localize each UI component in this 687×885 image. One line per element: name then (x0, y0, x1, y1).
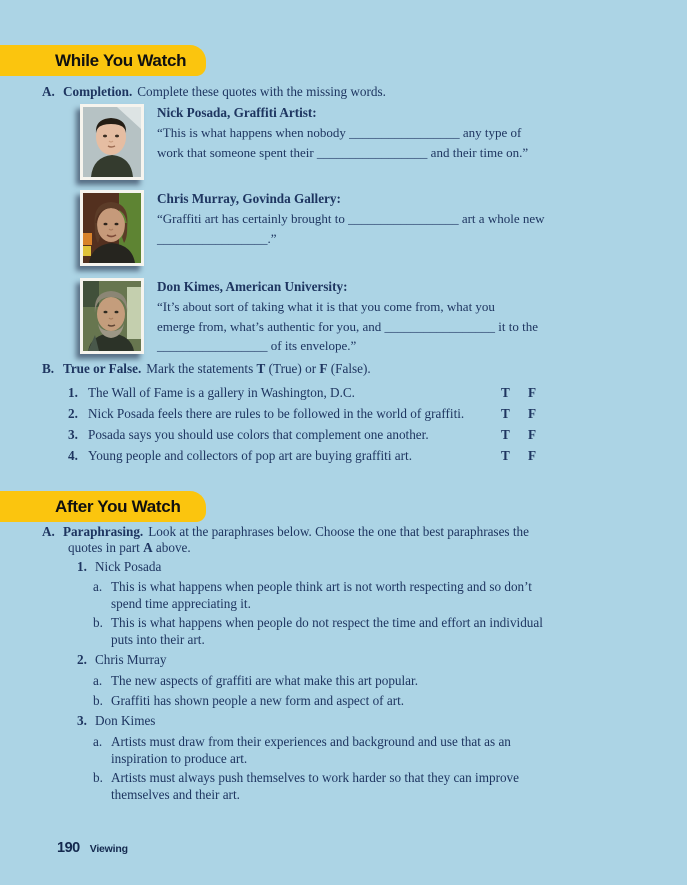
completion-heading (42, 84, 386, 100)
speaker-3-quote-line-3: _________________ of its envelope.” (157, 338, 357, 353)
true-false-instr-part-3: (False). (327, 361, 371, 376)
while-you-watch-banner (0, 45, 206, 76)
paraphrasing-instr-line-2-a-ref: A (143, 540, 153, 555)
paraphrase-item-1 (77, 559, 161, 575)
paraphrasing-heading (42, 524, 529, 556)
paraphrasing-letter: A. (42, 524, 55, 539)
speaker-1-quote-line-1: “This is what happens when nobody _________________ any type of (157, 125, 522, 140)
tf-row-2-statement: Nick Posada feels there are rules to be followed in the world of graffiti. (88, 406, 465, 421)
completion-title: Completion. (63, 84, 133, 99)
paraphrase-item-1-number: 1. (77, 559, 87, 574)
speaker-1-quote (157, 123, 528, 162)
speaker-2-quote-line-2: _________________.” (157, 230, 277, 246)
tf-row-2-number: 2. (68, 406, 78, 421)
page-footer (57, 840, 128, 856)
paraphrase-item-3-number: 3. (77, 713, 87, 728)
completion-letter: A. (42, 84, 55, 99)
tf-row-1-number: 1. (68, 385, 78, 400)
paraphrase-item-3-option-b-letter: b. (93, 770, 103, 785)
unit-label: Viewing (89, 843, 128, 855)
paraphrase-item-1-option-a-line-2: spend time appreciating it. (111, 596, 251, 612)
paraphrase-item-3-option-b[interactable] (93, 769, 633, 804)
speaker-3-quote-line-1: “It’s about sort of taking what it is that you come from, what you (157, 299, 495, 314)
tf-row-3-number: 3. (68, 427, 78, 442)
paraphrasing-title: Paraphrasing. (63, 524, 144, 539)
paraphrase-item-2-option-b-line-1: Graffiti has shown people a new form and aspect of art. (111, 693, 405, 708)
tf-row-2-true-choice[interactable]: T (501, 406, 510, 421)
paraphrase-item-3-option-a-line-1: Artists must draw from their experiences and background and use that as an (111, 734, 511, 749)
tf-row-3-false-choice[interactable]: F (528, 427, 537, 442)
tf-row-4 (0, 448, 687, 466)
speaker-2-name: Chris Murray, Govinda Gallery: (157, 191, 341, 206)
tf-row-1-false-choice[interactable]: F (528, 385, 537, 400)
after-you-watch-banner (0, 491, 206, 522)
true-false-instr-part-2: (True) or (265, 361, 320, 376)
speaker-3-quote (157, 297, 538, 356)
true-false-title: True or False. (63, 361, 142, 376)
nick-posada-photo (80, 104, 144, 180)
tf-row-3-statement: Posada says you should use colors that complement one another. (88, 427, 429, 442)
while-you-watch-banner-label: While You Watch (55, 50, 187, 70)
true-false-instr-t: T (256, 361, 266, 376)
tf-row-1 (0, 385, 687, 403)
paraphrase-item-1-option-b-line-2: puts into their art. (111, 632, 205, 648)
speaker-3-name: Don Kimes, American University: (157, 279, 348, 294)
speaker-1-quote-line-2: work that someone spent their _________________ and their time on.” (157, 144, 529, 160)
paraphrase-item-2-option-a[interactable] (93, 672, 633, 689)
don-kimes-photo (80, 278, 144, 354)
paraphrase-item-3-name: Don Kimes (95, 713, 156, 728)
tf-row-4-false-choice[interactable]: F (528, 448, 537, 463)
after-you-watch-banner-label: After You Watch (55, 496, 181, 516)
paraphrase-item-2-option-b-letter: b. (93, 693, 103, 708)
paraphrase-item-2-option-b[interactable] (93, 692, 633, 709)
tf-row-2 (0, 406, 687, 424)
paraphrase-item-1-name: Nick Posada (95, 559, 162, 574)
tf-row-4-true-choice[interactable]: T (501, 448, 510, 463)
paraphrase-item-2-option-a-line-1: The new aspects of graffiti are what make this art popular. (111, 673, 418, 688)
page-number: 190 (57, 840, 80, 856)
paraphrasing-instr-line-2b: above. (152, 540, 191, 555)
paraphrase-item-1-option-a[interactable] (93, 578, 633, 613)
paraphrase-item-1-option-b[interactable] (93, 614, 633, 649)
tf-row-2-false-choice[interactable]: F (528, 406, 537, 421)
completion-instructions: Complete these quotes with the missing words. (137, 84, 386, 99)
paraphrase-item-1-option-a-line-1: This is what happens when people think art is not worth respecting and so don’t (111, 579, 532, 594)
true-false-instr-f: F (319, 361, 328, 376)
chris-murray-photo (80, 190, 144, 266)
tf-row-1-true-choice[interactable]: T (501, 385, 510, 400)
paraphrase-item-1-option-b-letter: b. (93, 615, 103, 630)
paraphrase-item-3-option-b-line-1: Artists must always push themselves to work harder so that they can improve (111, 770, 520, 785)
paraphrase-item-3-option-b-line-2: themselves and their art. (111, 787, 240, 803)
tf-row-4-number: 4. (68, 448, 78, 463)
true-false-heading (42, 361, 371, 377)
speaker-2-quote-line-1: “Graffiti art has certainly brought to _________________ art a whole new (157, 211, 545, 226)
paraphrase-item-2-number: 2. (77, 652, 87, 667)
true-false-letter: B. (42, 361, 55, 376)
paraphrase-item-3 (77, 713, 155, 729)
tf-row-3 (0, 427, 687, 445)
paraphrase-item-2-option-a-letter: a. (93, 673, 103, 688)
true-false-instr-part-1: Mark the statements (146, 361, 257, 376)
speaker-1-name: Nick Posada, Graffiti Artist: (157, 105, 317, 120)
paraphrase-item-1-option-b-line-1: This is what happens when people do not respect the time and effort an individual (111, 615, 543, 630)
speaker-2-quote (157, 209, 545, 248)
paraphrase-item-3-option-a[interactable] (93, 733, 633, 768)
paraphrasing-instr-line-2a: quotes in part (68, 540, 144, 555)
paraphrasing-instr-line-1: Look at the paraphrases below. Choose the one that best paraphrases the (148, 524, 529, 539)
paraphrase-item-1-option-a-letter: a. (93, 579, 103, 594)
paraphrase-item-3-option-a-letter: a. (93, 734, 103, 749)
tf-row-3-true-choice[interactable]: T (501, 427, 510, 442)
paraphrase-item-2-name: Chris Murray (95, 652, 167, 667)
tf-row-1-statement: The Wall of Fame is a gallery in Washington, D.C. (88, 385, 355, 400)
speaker-3-quote-line-2: emerge from, what’s authentic for you, and _________________ it to the (157, 318, 539, 334)
paraphrase-item-2 (77, 652, 166, 668)
tf-row-4-statement: Young people and collectors of pop art are buying graffiti art. (88, 448, 412, 463)
paraphrase-item-3-option-a-line-2: inspiration to produce art. (111, 751, 248, 767)
